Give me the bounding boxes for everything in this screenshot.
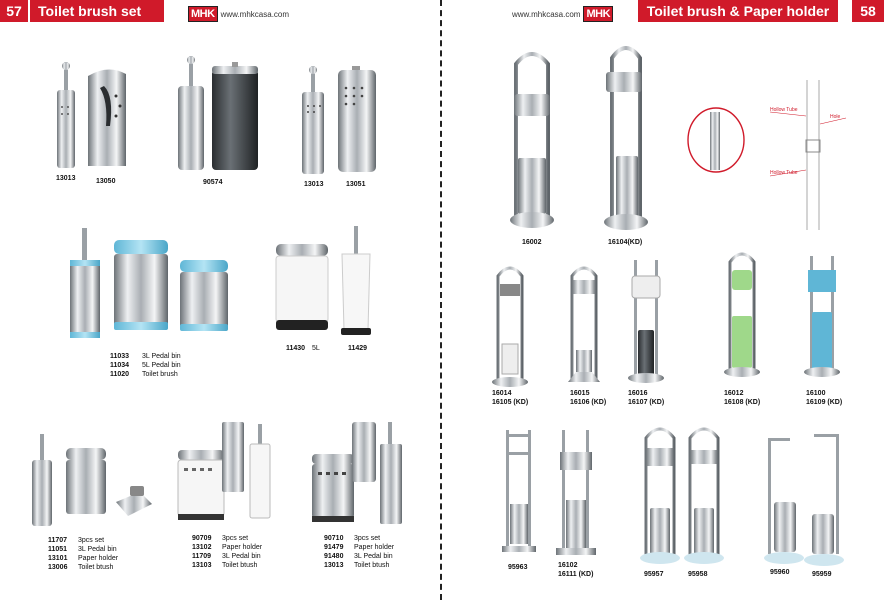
- product-13051-paper-holder: [336, 66, 378, 174]
- product-name: 3L Pedal bin: [78, 546, 117, 553]
- hollow-tube-label-bottom: Hollow Tube: [770, 170, 798, 176]
- product-set-90710: [310, 420, 406, 528]
- product-16016-stand: [626, 260, 666, 388]
- right-page: [442, 0, 884, 600]
- product-16012-stand: [722, 250, 762, 380]
- product-16102-stand: [554, 430, 598, 558]
- product-name: 3L Pedal bin: [222, 553, 261, 560]
- brand-url: www.mhkcasa.com: [512, 9, 581, 19]
- product-16002-stand: [506, 50, 558, 232]
- hollow-tube-label-top: Hollow Tube: [770, 107, 798, 113]
- product-16015-stand: [564, 264, 604, 388]
- product-code: 16015: [570, 390, 590, 397]
- product-16100-stand: [802, 256, 842, 380]
- product-name: Paper holder: [78, 555, 119, 562]
- product-13013-brush-holder: [55, 62, 79, 172]
- product-code: 16012: [724, 390, 744, 397]
- product-name: Toilet brush: [142, 371, 178, 378]
- product-code: 95959: [812, 571, 832, 578]
- pedal-bin-name-list: [142, 352, 181, 379]
- product-code-kd: 16108 (KD): [724, 399, 761, 406]
- product-code: 16100: [806, 390, 826, 397]
- product-name: Paper holder: [354, 544, 395, 551]
- left-page-number: 57: [0, 0, 28, 22]
- product-code-kd: 16109 (KD): [806, 399, 843, 406]
- product-code: 11033: [110, 353, 130, 360]
- mid-item-4: [806, 389, 842, 407]
- mid-item-1: [570, 389, 606, 407]
- product-code: 90710: [324, 535, 344, 542]
- product-90574-brush-set: [176, 56, 260, 172]
- product-code: 16104(KD): [608, 239, 643, 246]
- product-code-kd: 16105 (KD): [492, 399, 529, 406]
- product-code: 90574: [203, 179, 223, 186]
- brand-url: www.mhkcasa.com: [220, 9, 290, 19]
- mid-item-2: [628, 389, 664, 407]
- product-set-90709: [176, 420, 276, 524]
- product-95959-stand: [800, 434, 846, 568]
- product-11430-white-pedal-bin: [272, 244, 332, 336]
- product-code: 95958: [688, 571, 708, 578]
- set-c-name-list: [354, 534, 394, 570]
- product-code: 11020: [110, 371, 130, 378]
- product-11033-3l-pedal-bin: [176, 260, 232, 334]
- product-name: Toilet btush: [78, 564, 114, 571]
- product-code: 13050: [96, 178, 116, 185]
- product-11429-white-brush: [338, 226, 374, 338]
- product-code: 13013: [324, 562, 344, 569]
- product-code: 16102: [558, 562, 578, 569]
- product-code: 91480: [324, 553, 344, 560]
- product-11020-blue-brush: [68, 228, 102, 340]
- product-name: 3pcs set: [78, 537, 105, 544]
- right-page-number: 58: [852, 0, 884, 22]
- product-11034-5l-pedal-bin: [110, 240, 172, 332]
- set-a-code-list: [48, 536, 67, 572]
- product-name: 3L Pedal bin: [142, 353, 181, 360]
- product-16014-stand: [490, 264, 530, 388]
- product-name: 3pcs set: [222, 535, 249, 542]
- product-code: 11034: [110, 362, 130, 369]
- pedal-bin-code-list: [110, 352, 129, 379]
- product-code: 11709: [192, 553, 212, 560]
- product-code-kd: 16106 (KD): [570, 399, 607, 406]
- product-code: 95960: [770, 569, 790, 576]
- right-brand-logo: [512, 7, 613, 21]
- product-code: 11051: [48, 546, 68, 553]
- product-name: Toilet btush: [354, 562, 390, 569]
- product-code: 16016: [628, 390, 648, 397]
- product-13050-brush-holder: [86, 66, 130, 170]
- set-a-name-list: [78, 536, 118, 572]
- mid-item-3: [724, 389, 760, 407]
- left-brand-logo: [188, 7, 289, 21]
- product-name: 5L Pedal bin: [142, 362, 181, 369]
- product-16104-stand: [600, 44, 652, 232]
- product-code: 13103: [192, 562, 212, 569]
- product-code: 11429: [348, 345, 368, 352]
- product-code: 13013: [56, 175, 76, 182]
- right-page-title: Toilet brush & Paper holder: [638, 0, 838, 22]
- hollow-tube-detail-diagram: [686, 80, 866, 240]
- left-page-title: Toilet brush set: [30, 0, 164, 22]
- product-size: 5L: [312, 345, 320, 352]
- product-name: Toilet btush: [222, 562, 258, 569]
- product-code: 16014: [492, 390, 512, 397]
- brand-logo-text: MHK: [188, 6, 218, 22]
- product-code: 11707: [48, 537, 68, 544]
- product-code: 91479: [324, 544, 344, 551]
- set-b-name-list: [222, 534, 262, 570]
- product-code: 11430: [286, 345, 306, 352]
- set-b-code-list: [192, 534, 211, 570]
- product-name: Paper holder: [222, 544, 263, 551]
- product-95958-stand: [682, 424, 726, 566]
- product-95957-stand: [638, 424, 682, 566]
- set-c-code-list: [324, 534, 343, 570]
- brand-logo-text: MHK: [583, 6, 613, 22]
- product-13013-brush-holder-b: [300, 66, 328, 176]
- product-code-kd: 16107 (KD): [628, 399, 665, 406]
- product-code: 13102: [192, 544, 212, 551]
- product-name: 3pcs set: [354, 535, 381, 542]
- product-name: 3L Pedal bin: [354, 553, 393, 560]
- product-code: 16002: [522, 239, 542, 246]
- product-95963-stand: [500, 430, 540, 556]
- product-code: 90709: [192, 535, 212, 542]
- product-code: 13006: [48, 564, 68, 571]
- hole-label: Hole: [830, 114, 841, 120]
- product-code-kd: 16111 (KD): [558, 571, 594, 578]
- product-16102-codes: [558, 561, 593, 579]
- product-set-11707: [30, 434, 156, 530]
- product-code: 13051: [346, 181, 366, 188]
- product-code: 95963: [508, 564, 528, 571]
- product-code: 13101: [48, 555, 68, 562]
- product-code: 95957: [644, 571, 664, 578]
- product-code: 13013: [304, 181, 324, 188]
- mid-item-0: [492, 389, 528, 407]
